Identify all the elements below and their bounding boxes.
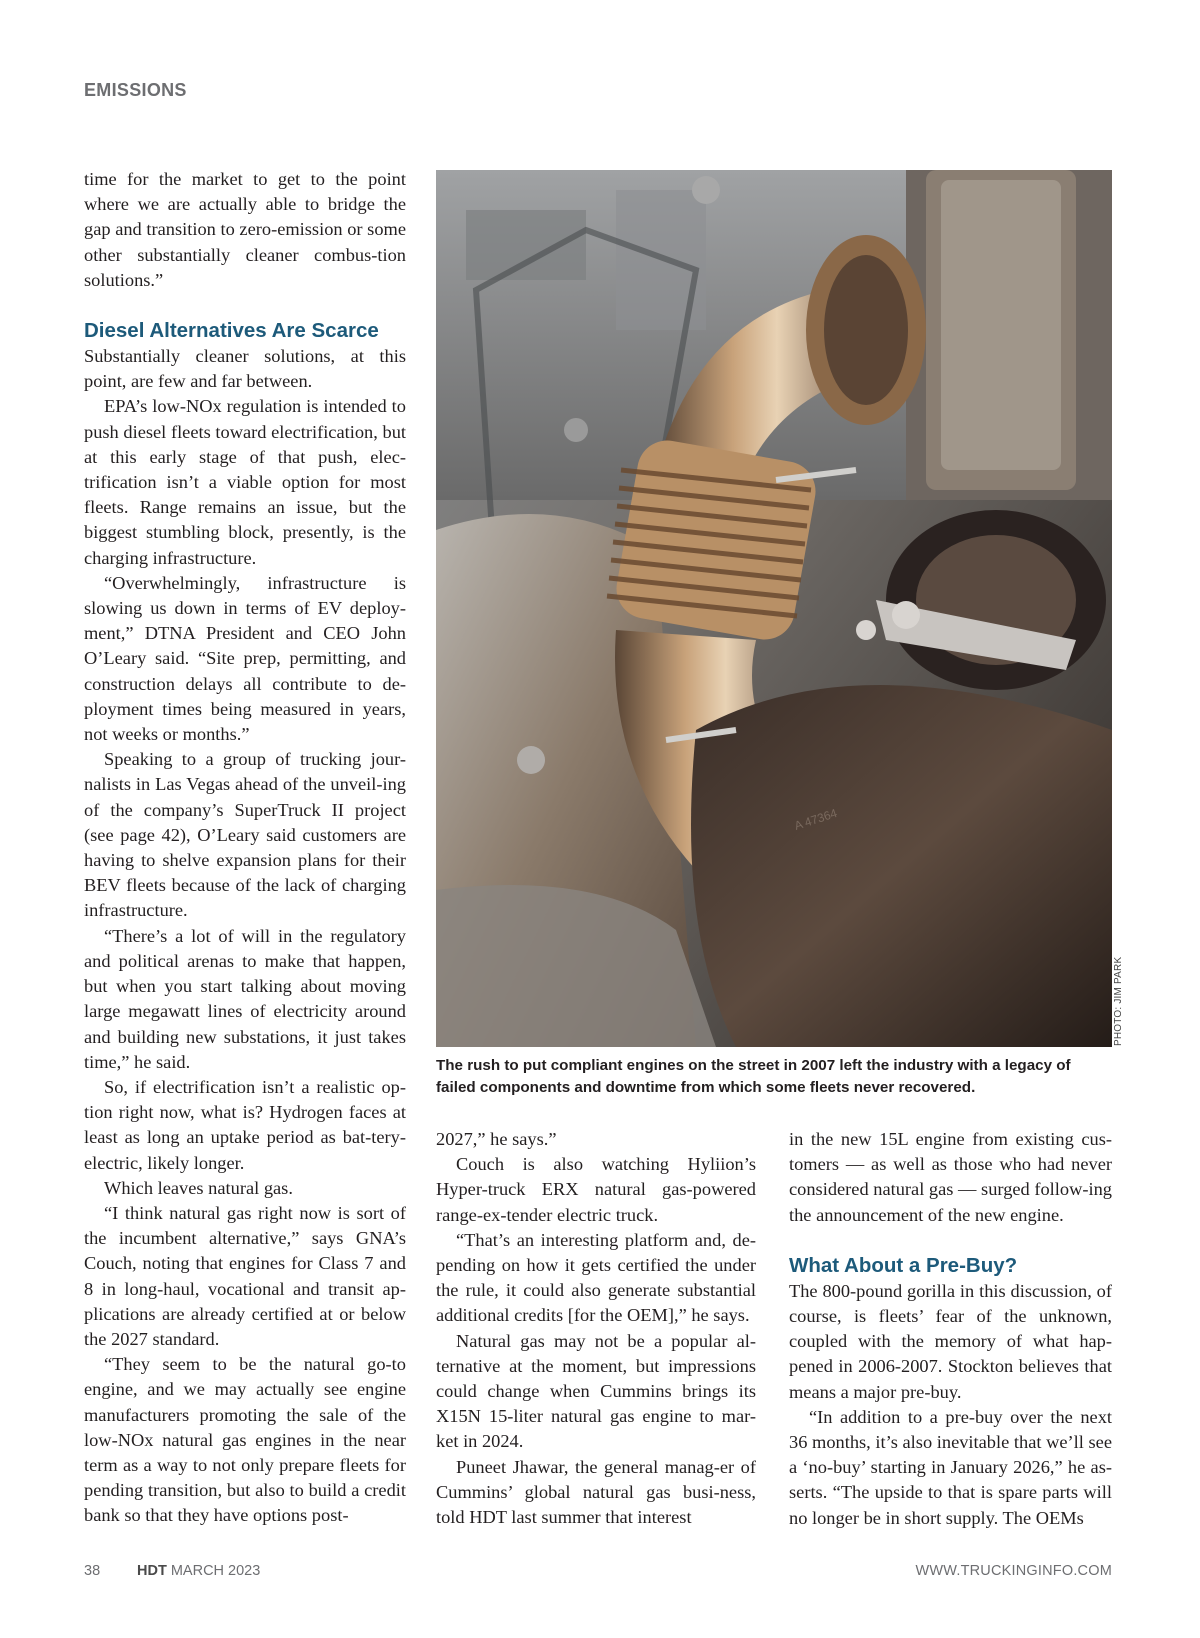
paragraph: 2027,” he says.” [436, 1129, 557, 1149]
website-url[interactable]: WWW.TRUCKINGINFO.COM [915, 1563, 1112, 1579]
paragraph: Natural gas may not be a popular al-ternative at the moment, but impressions could change when Cummins brings its X15N 15-liter natural gas engine to mar-ket in 2024. [436, 1330, 756, 1452]
paragraph: “I think natural gas right now is sort of the incumbent alternative,” says GNA’s Couch, noting that engines for Class 7 and 8 in long-haul, vocational and transit ap-plications are already certified at or below the 2027 standard. [84, 1202, 406, 1349]
bellows-coupling [607, 436, 820, 645]
issue-date: MARCH 2023 [170, 1563, 261, 1579]
paragraph: “In addition to a pre-buy over the next 36 months, it’s also inevitable that we’ll see a ‘no-buy’ starting in January 2026,” he as-serts. “The upside to that is spare parts will no longer be in short supply. The OEMs [789, 1406, 1112, 1528]
paragraph: Couch is also watching Hyliion’s Hyper-truck ERX natural gas-powered range-ex-tender electric truck. [436, 1154, 756, 1225]
paragraph: Speaking to a group of trucking jour-nalists in Las Vegas ahead of the unveil-ing of the company’s SuperTruck II project (see page 42), O’Leary said customers are having to shelve expansion plans for their BEV fleets because of the lack of charging infrastructure. [84, 749, 406, 921]
paragraph: time for the market to get to the point where we are actually able to bridge the gap and transition to zero-emission or some other substantially cleaner combus-tion solutions.” [84, 169, 406, 290]
publication-info [137, 1563, 260, 1579]
section-label: EMISSIONS [84, 80, 187, 100]
engine-photo-illustration [436, 170, 1112, 1047]
paragraph: EPA’s low-NOx regulation is intended to push diesel fleets toward electrification, but at this early stage of that push, elec-trification isn’t a viable option for most fleets. Range remains an issue, but the biggest stumbling block, presently, is the charging infrastructure. [84, 396, 406, 568]
paragraph: Substantially cleaner solutions, at this point, are few and far between. [84, 346, 406, 392]
photo-caption: The rush to put compliant engines on the street in 2007 left the industry with a legacy of failed components and downtime from which some fleets never recovered. [436, 1057, 1071, 1096]
subheading-pre-buy: What About a Pre-Buy? [789, 1253, 1018, 1277]
engine-photo [436, 170, 1112, 1047]
paragraph: “Overwhelmingly, infrastructure is slowing us down in terms of EV deploy-ment,” DTNA President and CEO John O’Leary said. “Site prep, permitting, and construction delays all contribute to de-ployment times being measured in years, not weeks or months.” [84, 572, 406, 745]
paragraph: The 800-pound gorilla in this discussion, of course, is fleets’ fear of the unknown, coupled with the memory of what hap-pened in 2006-2007. Stockton believes that means a major pre-buy. [789, 1280, 1112, 1402]
paragraph: in the new 15L engine from existing cus-tomers — as well as those who had never considered natural gas — surged follow-ing the announcement of the new engine. [789, 1129, 1112, 1225]
paragraph: “That’s an interesting platform and, de-pending on how it gets certified the under the rule, it could also generate substantial additional credits [for the OEM],” he says. [436, 1229, 756, 1326]
paragraph: Puneet Jhawar, the general manag-er of Cummins’ global natural gas busi-ness, told HDT last summer that interest [436, 1456, 756, 1528]
paragraph: “There’s a lot of will in the regulatory and political arenas to make that happen, but when you start talking about moving large megawatt lines of electricity around and building new substations, it just takes time,” he said. [84, 925, 406, 1072]
svg-text:A 47364: A 47364 [792, 805, 839, 833]
article-column-2 [436, 1127, 756, 1530]
paragraph: “They seem to be the natural go-to engine, and we may actually see engine manufacturers promoting the sale of the low-NOx natural gas engines in the near term as a way to not only prepare fleets for pending transition, but also to build a credit bank so that they have options post- [84, 1354, 406, 1526]
photo-credit: PHOTO: JIM PARK [1113, 956, 1124, 1046]
subheading-diesel-alternatives: Diesel Alternatives Are Scarce [84, 319, 379, 343]
article-column-3 [789, 1127, 1112, 1531]
paragraph: Which leaves natural gas. [104, 1177, 293, 1198]
page-number: 38 [84, 1563, 101, 1579]
publication-name: HDT [137, 1563, 167, 1579]
article-column-1 [84, 167, 406, 1529]
paragraph: So, if electrification isn’t a realistic op-tion right now, what is? Hydrogen faces at least as long an uptake period as bat-tery-electric, likely longer. [84, 1076, 406, 1173]
